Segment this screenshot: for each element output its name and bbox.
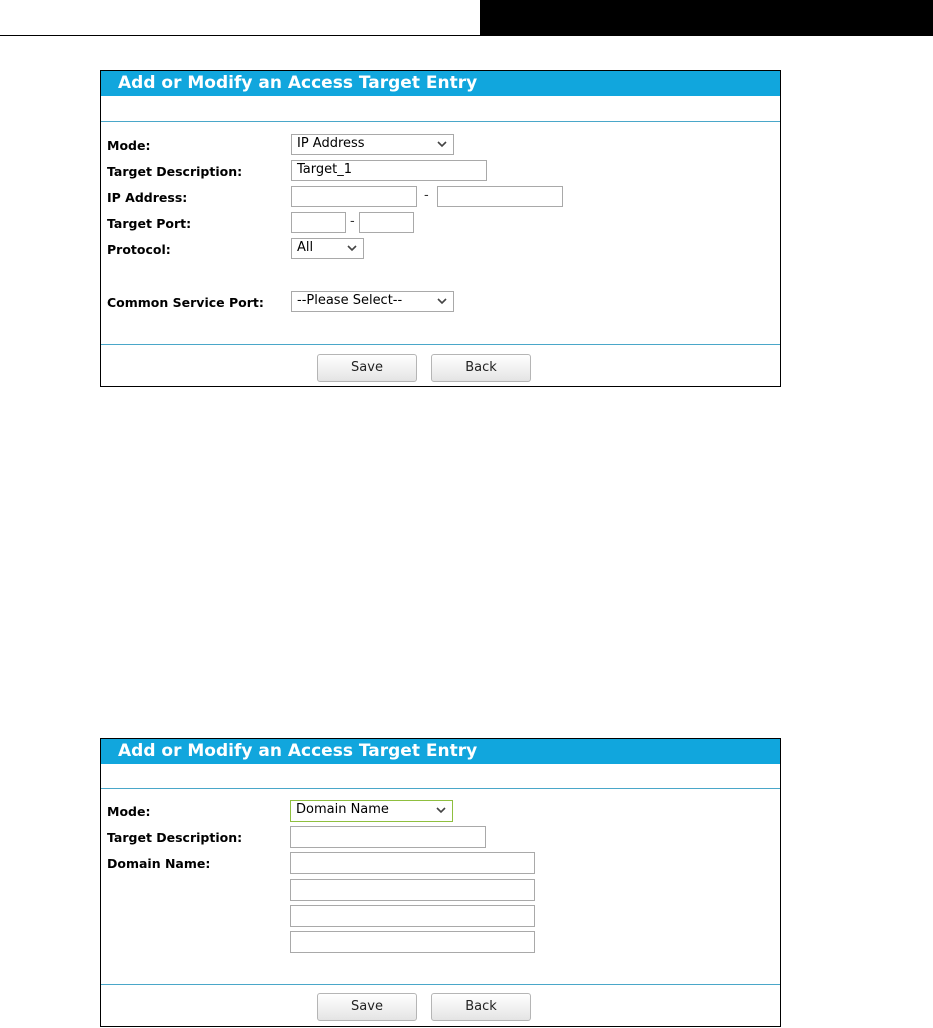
target-description-label: Target Description: [107,830,243,845]
separator [101,984,780,985]
domain-name-input-2[interactable] [290,879,535,901]
header-line [0,35,480,36]
mode-select[interactable] [290,800,453,822]
separator [101,121,780,122]
target-port-label: Target Port: [107,216,192,231]
target-description-input[interactable] [290,826,486,848]
domain-name-input-3[interactable] [290,905,535,927]
chevron-down-icon [347,244,357,252]
ip-address-label: IP Address: [107,190,188,205]
chevron-down-icon [436,806,446,814]
protocol-select[interactable] [291,238,364,259]
common-service-port-label: Common Service Port: [107,295,264,310]
save-button[interactable]: Save [317,354,417,382]
back-button[interactable]: Back [431,993,531,1021]
mode-label: Mode: [107,138,151,153]
common-service-port-select[interactable] [291,291,454,312]
back-button[interactable]: Back [431,354,531,382]
protocol-select-value: All [297,240,314,255]
separator [101,344,780,345]
panel-title: Add or Modify an Access Target Entry [101,739,780,764]
panel-title: Add or Modify an Access Target Entry [101,71,780,96]
port-start-input[interactable] [291,212,346,233]
port-range-dash: - [350,214,355,229]
save-button[interactable]: Save [317,993,417,1021]
target-description-label: Target Description: [107,164,243,179]
ip-range-dash: - [424,188,429,203]
mode-select[interactable] [291,134,454,155]
mode-select-value: Domain Name [296,802,389,817]
ip-end-input[interactable] [437,186,563,207]
domain-name-input-1[interactable] [290,852,535,874]
mode-label: Mode: [107,804,151,819]
domain-name-input-4[interactable] [290,931,535,953]
domain-name-label: Domain Name: [107,856,211,871]
chevron-down-icon [437,140,447,148]
access-target-panel-ip [100,70,781,387]
ip-start-input[interactable] [291,186,417,207]
separator [101,788,780,789]
port-end-input[interactable] [359,212,414,233]
common-service-port-value: --Please Select-- [297,293,403,308]
access-target-panel-domain [100,738,781,1027]
target-description-input[interactable]: Target_1 [291,160,487,181]
header-black-block [480,0,933,36]
mode-select-value: IP Address [297,136,365,151]
chevron-down-icon [437,297,447,305]
protocol-label: Protocol: [107,242,171,257]
